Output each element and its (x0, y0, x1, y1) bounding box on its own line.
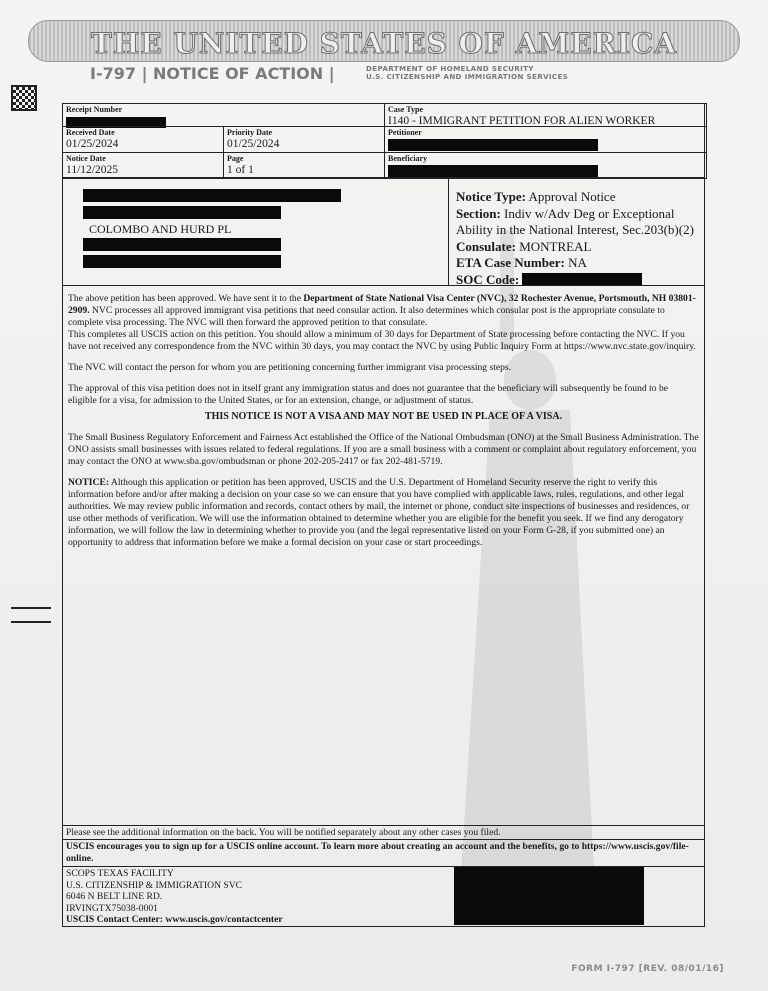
paragraph-nvc (68, 293, 699, 329)
priority-date-label: Priority Date (227, 128, 273, 137)
city-zip: IRVINGTX75038-0001 (66, 902, 158, 914)
redacted-beneficiary (388, 165, 598, 177)
facility-name: SCOPS TEXAS FACILITY (66, 868, 174, 879)
form-number: FORM I-797 [REV. 08/01/16] (571, 964, 724, 974)
page-cell (223, 152, 385, 179)
paragraph-completion: This completes all USCIS action on this petition. You should allow a minimum of 30 days for Department of State processing before contacting the NVC. If you have not received any correspondence from the NVC within 30 days, you may contact the NVC by using Public Inquiry Form at https://www.nvc.state.gov/inquiry. (68, 329, 696, 352)
received-date-label: Received Date (66, 128, 115, 137)
street-address: 6046 N BELT LINE RD. (66, 891, 163, 902)
case-type-value: I140 - IMMIGRANT PETITION FOR ALIEN WORKER (388, 115, 656, 127)
banner (28, 20, 740, 62)
beneficiary-label: Beneficiary (388, 154, 428, 163)
received-date-value: 01/25/2024 (66, 138, 119, 150)
notice-body (62, 286, 705, 826)
department-name (366, 65, 568, 81)
case-type-cell (384, 103, 707, 127)
notice-type-line (456, 189, 704, 206)
not-a-visa-warning: THIS NOTICE IS NOT A VISA AND MAY NOT BE USED IN PLACE OF A VISA. (204, 411, 563, 422)
eta-value: NA (568, 255, 587, 270)
receipt-number-cell (62, 103, 385, 127)
section-value: Indiv w/Adv Deg or Exceptional Ability in the National Interest, Sec.203(b)(2) (456, 205, 694, 237)
address-block (63, 179, 449, 285)
case-type-label: Case Type (388, 105, 424, 114)
redacted-address-line (83, 189, 341, 202)
section-label: Section: (456, 205, 501, 221)
redacted-address-line (83, 255, 281, 268)
paragraph-contact: The NVC will contact the person for whom you are petitioning concerning further immigrant visa processing steps. (68, 362, 512, 373)
law-firm-name: COLOMBO AND HURD PL (89, 222, 232, 236)
redacted-address-line (83, 206, 281, 219)
header-table (62, 103, 705, 178)
paragraph-ombudsman: The Small Business Regulatory Enforcement and Fairness Act established the Office of the National Ombudsman (ONO) at the Small Business Administration. The ONO assists small businesses with issues related to federal regulations. If you are a small business with a comment or complaint about regulatory enforcement, you may contact the ONO at www.sba.gov/ombudsman or phone 202-205-2417 or fax 202-481-5719. (68, 432, 699, 467)
redacted-address-line (83, 238, 281, 251)
beneficiary-cell (384, 152, 707, 179)
p1-text-cont: NVC processes all approved immigrant visa petitions that need consular action. It also determines which consular post is the appropriate consulate to complete visa processing. The NVC will then forward the approved petition to that consulate. (68, 305, 665, 328)
form-title: I-797 | NOTICE OF ACTION | (90, 64, 335, 83)
page-value: 1 of 1 (227, 164, 254, 176)
consulate-value: MONTREAL (519, 238, 592, 254)
petitioner-label: Petitioner (388, 128, 422, 137)
redacted-recipient-address (454, 867, 644, 925)
section-line (456, 206, 704, 239)
address-notice-box (62, 178, 705, 286)
consulate-label: Consulate: (456, 238, 516, 254)
notice-date-cell (62, 152, 224, 179)
uscis-address-block (62, 867, 705, 927)
redacted-soc-code (522, 273, 642, 285)
page-label: Page (227, 154, 244, 163)
notice-date-label: Notice Date (66, 154, 106, 163)
petitioner-cell (384, 126, 707, 153)
priority-date-cell (223, 126, 385, 153)
received-date-cell (62, 126, 224, 153)
priority-date-value: 01/25/2024 (227, 138, 280, 150)
consulate-line (456, 239, 704, 256)
paragraph-notice (68, 477, 699, 549)
eta-line (456, 255, 704, 272)
dept-line-1: DEPARTMENT OF HOMELAND SECURITY (366, 64, 534, 73)
fold-mark (11, 621, 51, 623)
receipt-number-label: Receipt Number (66, 105, 123, 114)
eta-label: ETA Case Number: (456, 255, 565, 270)
agency-name: U.S. CITIZENSHIP & IMMIGRATION SVC (66, 879, 243, 891)
nvc-address: Department of State National Visa Center (NVC), 32 Rochester Avenue, Portsmouth, NH 03801-2909. (68, 293, 696, 316)
notice-type-value: Approval Notice (528, 189, 616, 204)
notice-text: Although this application or petition has been approved, USCIS and the U.S. Department of Homeland Security reserve the right to verify this information before and/or after making a decision on your case so we can ensure that you have complied with applicable laws, rules, regulations, and other legal authorities. We may review public information and records, contact others by mail, the internet or phone, conduct site inspections of businesses and residences, or use other methods of verification. We will use the information obtained to determine whether you are eligible for the benefit you seek. If we find any derogatory information, we will follow the law in determining whether to provide you (and the legal representative listed on your Form G-28, if you submitted one) an opportunity to address that information before we make a formal decision on your case or start proceedings. (68, 477, 690, 548)
notice-info (450, 179, 704, 285)
contact-center: USCIS Contact Center: www.uscis.gov/contactcenter (66, 914, 283, 925)
redacted-petitioner (388, 139, 598, 151)
banner-title: THE UNITED STATES OF AMERICA (90, 27, 678, 60)
p1-text: The above petition has been approved. We have sent it to the (68, 293, 304, 304)
dept-line-2: U.S. CITIZENSHIP AND IMMIGRATION SERVICES (366, 72, 569, 81)
notice-label: NOTICE: (68, 477, 110, 488)
online-account-notice: USCIS encourages you to sign up for a USCIS online account. To learn more about creating an account and the benefits, go to https://www.uscis.gov/file-online. (62, 840, 705, 867)
additional-info-line: Please see the additional information on the back. You will be notified separately about any other cases you filed. (62, 826, 705, 840)
soc-label: SOC Code: (456, 271, 520, 287)
notice-type-label: Notice Type: (456, 189, 526, 204)
notice-date-value: 11/12/2025 (66, 164, 118, 176)
fold-mark (11, 607, 51, 609)
paragraph-approval: The approval of this visa petition does not in itself grant any immigration status and does not guarantee that the beneficiary will subsequently be found to be eligible for a visa, for admission to the United States, or for an extension, change, or adjustment of status. (68, 383, 668, 406)
barcode-icon (11, 85, 37, 111)
